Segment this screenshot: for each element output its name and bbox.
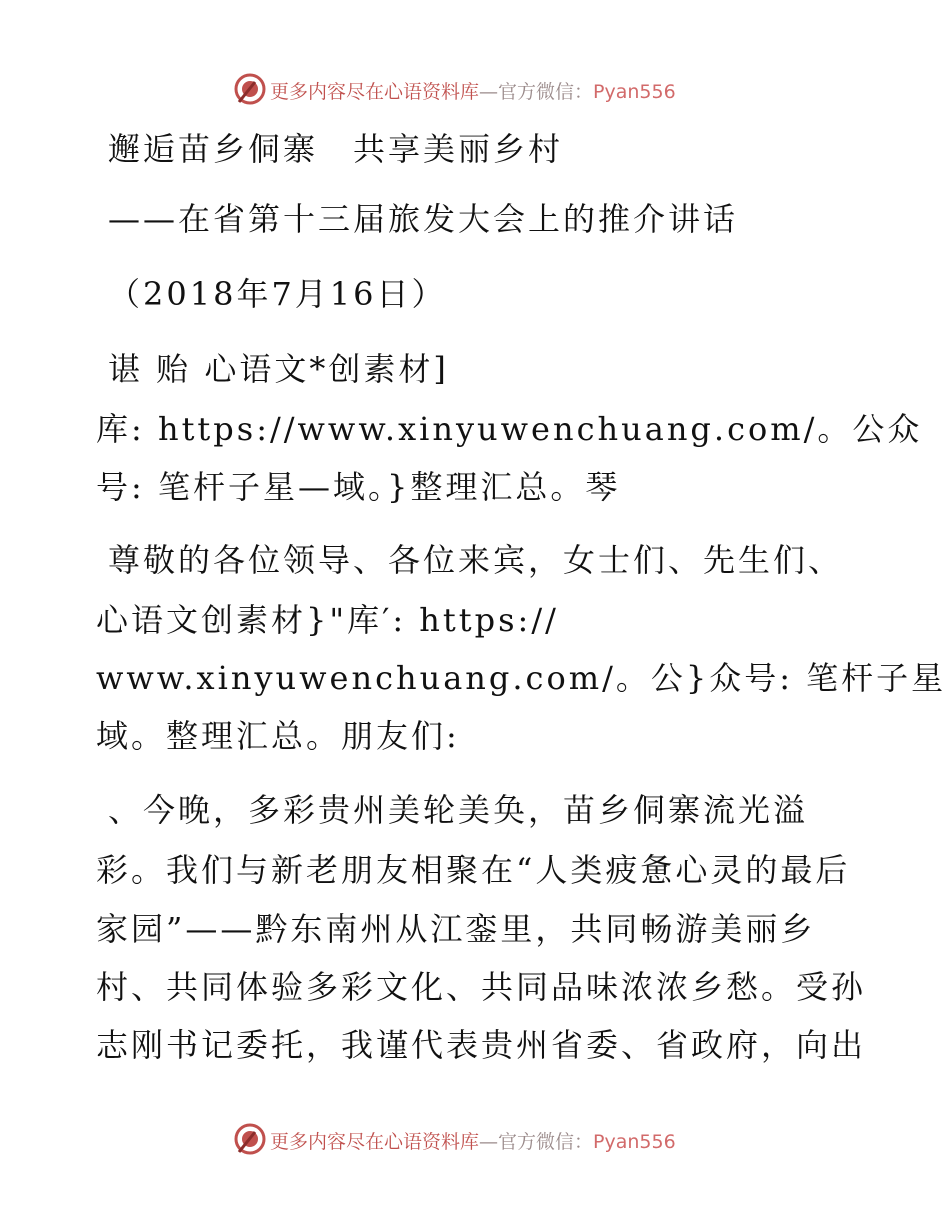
footer-watermark-banner [0, 1120, 950, 1160]
doc-line: 家园”——黔东南州从江銮里，共同畅游美丽乡 [96, 910, 816, 948]
doc-line: 库: https://www.xinyuwenchuang.com/。公众 [96, 410, 923, 448]
doc-line: 域。整理汇总。朋友们: [96, 717, 460, 755]
header-watermark-banner [0, 70, 950, 110]
doc-date: （2018年7月16日） [108, 275, 447, 313]
doc-line: 志刚书记委托，我谨代表贵州省委、省政府，向出 [96, 1026, 867, 1064]
doc-line: 尊敬的各位领导、各位来宾，女士们、先生们、 [108, 541, 844, 579]
pen-logo-icon [233, 72, 267, 106]
doc-line: www.xinyuwenchuang.com/。公}众号: 笔杆子星 [96, 659, 947, 697]
pen-logo-icon [233, 1122, 267, 1156]
doc-line: 彩。我们与新老朋友相聚在“人类疲惫心灵的最后 [96, 851, 851, 889]
doc-line: 谌 贻 心语文*创素材] [108, 350, 449, 388]
banner-text: 更多内容尽在心语资料库—官方微信：Pyan556 [270, 1131, 676, 1153]
doc-title: 邂逅苗乡侗寨 共享美丽乡村 [108, 130, 564, 168]
doc-line: 心语文创素材}"库′: https:// [96, 601, 559, 639]
doc-line: 号: 笔杆子星—域。}整理汇总。琴 [96, 468, 621, 506]
doc-line: 村、共同体验多彩文化、共同品味浓浓乡愁。受孙 [96, 968, 867, 1006]
banner-text: 更多内容尽在心语资料库—官方微信：Pyan556 [270, 81, 676, 103]
doc-line: 、今晚，多彩贵州美轮美奂，苗乡侗寨流光溢 [108, 791, 809, 829]
doc-subtitle: ——在省第十三届旅发大会上的推介讲话 [108, 200, 739, 238]
